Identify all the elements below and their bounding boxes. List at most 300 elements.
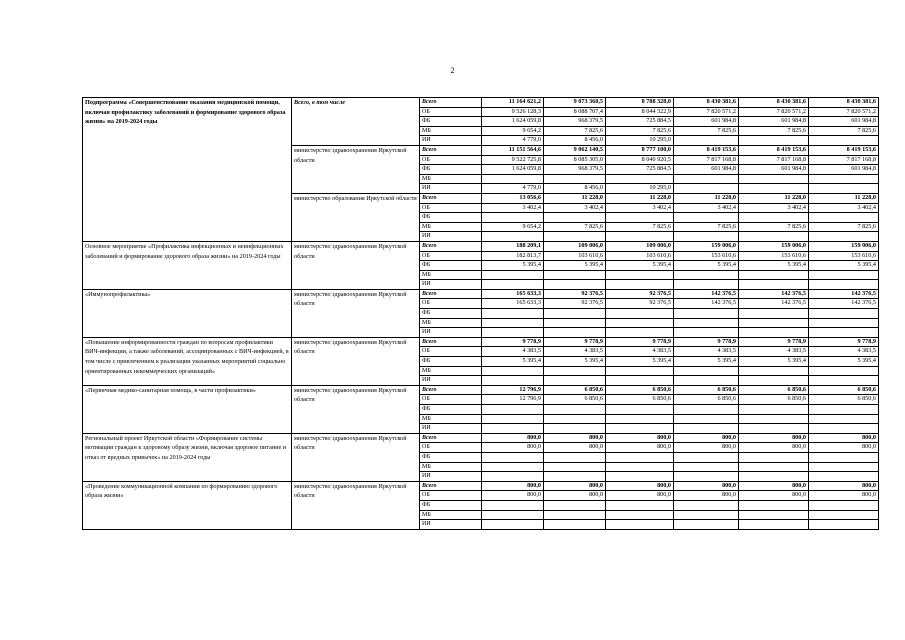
funding-source-cell: МБ (420, 462, 482, 472)
funding-source-cell: ФБ (420, 165, 482, 175)
amount-cell: 10 295,0 (606, 184, 674, 194)
funding-source-cell: ИИ (420, 376, 482, 386)
funding-source-cell: ИИ (420, 136, 482, 146)
amount-cell: 7 817 168,8 (739, 155, 809, 165)
amount-cell: 4 383,5 (739, 347, 809, 357)
amount-cell: 800,0 (809, 491, 879, 501)
amount-cell (739, 309, 809, 319)
amount-cell (809, 510, 879, 520)
amount-cell: 8 419 153,6 (674, 145, 739, 155)
amount-cell: 601 984,8 (739, 165, 809, 175)
amount-cell (606, 280, 674, 290)
amount-cell: 8 085 305,0 (544, 155, 606, 165)
funding-source-cell: ОБ (420, 443, 482, 453)
funding-source-cell: МБ (420, 126, 482, 136)
amount-cell: 9 778,9 (544, 337, 606, 347)
amount-cell: 601 984,8 (809, 117, 879, 127)
amount-cell: 9 778,9 (809, 337, 879, 347)
funding-source-cell: ФБ (420, 405, 482, 415)
amount-cell (606, 376, 674, 386)
amount-cell: 8 430 381,6 (674, 98, 739, 108)
amount-cell: 11 228,0 (606, 193, 674, 203)
amount-cell (544, 472, 606, 482)
amount-cell: 4 383,5 (482, 347, 544, 357)
amount-cell: 5 395,4 (809, 261, 879, 271)
amount-cell (674, 136, 739, 146)
amount-cell: 800,0 (606, 481, 674, 491)
amount-cell (544, 328, 606, 338)
executor-cell: министерство здравоохранения Иркутской области (292, 289, 420, 337)
amount-cell (544, 174, 606, 184)
amount-cell: 6 850,6 (606, 395, 674, 405)
funding-source-cell: Всего (420, 98, 482, 108)
amount-cell (739, 328, 809, 338)
table-row (83, 98, 879, 108)
amount-cell (544, 520, 606, 530)
amount-cell (674, 472, 739, 482)
funding-source-cell: Всего (420, 241, 482, 251)
amount-cell (606, 414, 674, 424)
funding-source-cell: ОБ (420, 251, 482, 261)
amount-cell: 7 825,6 (809, 126, 879, 136)
amount-cell (482, 309, 544, 319)
amount-cell (606, 472, 674, 482)
amount-cell (809, 184, 879, 194)
amount-cell: 800,0 (482, 443, 544, 453)
amount-cell: 1 624 059,8 (482, 117, 544, 127)
amount-cell (674, 280, 739, 290)
funding-source-cell: ИИ (420, 424, 482, 434)
amount-cell (739, 213, 809, 223)
amount-cell (482, 462, 544, 472)
amount-cell: 4 383,5 (674, 347, 739, 357)
table-row (83, 385, 879, 395)
amount-cell: 5 395,4 (739, 357, 809, 367)
amount-cell: 7 820 571,2 (809, 107, 879, 117)
amount-cell: 8 456,0 (544, 136, 606, 146)
amount-cell (739, 414, 809, 424)
amount-cell: 800,0 (739, 481, 809, 491)
amount-cell (606, 328, 674, 338)
amount-cell: 11 151 564,6 (482, 145, 544, 155)
amount-cell: 6 850,6 (674, 395, 739, 405)
amount-cell: 7 817 168,8 (809, 155, 879, 165)
amount-cell: 11 228,0 (809, 193, 879, 203)
amount-cell: 11 228,0 (544, 193, 606, 203)
amount-cell (482, 414, 544, 424)
amount-cell: 159 006,0 (809, 241, 879, 251)
amount-cell: 153 610,6 (739, 251, 809, 261)
amount-cell: 800,0 (606, 443, 674, 453)
amount-cell: 7 825,6 (544, 222, 606, 232)
amount-cell: 142 376,5 (739, 299, 809, 309)
funding-source-cell: ФБ (420, 261, 482, 271)
amount-cell: 800,0 (674, 433, 739, 443)
amount-cell: 5 395,4 (544, 261, 606, 271)
amount-cell (482, 520, 544, 530)
amount-cell: 800,0 (544, 443, 606, 453)
amount-cell (674, 174, 739, 184)
amount-cell: 159 006,0 (739, 241, 809, 251)
funding-source-cell: Всего (420, 289, 482, 299)
amount-cell (809, 270, 879, 280)
amount-cell (482, 424, 544, 434)
amount-cell: 8 777 100,0 (606, 145, 674, 155)
amount-cell: 165 633,3 (482, 289, 544, 299)
amount-cell (739, 462, 809, 472)
program-name-cell: «Иммунопрофилактика» (83, 289, 292, 337)
funding-source-cell: МБ (420, 510, 482, 520)
amount-cell: 9 778,9 (606, 337, 674, 347)
funding-source-cell: ИИ (420, 472, 482, 482)
program-name-cell: Подпрограмма «Совершенствование оказания медицинской помощи, включая профилактику заболеваний и формирование здорового образа жизни» на 2019-2024 годы (83, 98, 292, 242)
amount-cell (674, 328, 739, 338)
amount-cell (544, 280, 606, 290)
amount-cell: 11 228,0 (739, 193, 809, 203)
funding-source-cell: МБ (420, 174, 482, 184)
amount-cell (482, 213, 544, 223)
executor-cell: министерство здравоохранения Иркутской области (292, 481, 420, 529)
amount-cell (809, 213, 879, 223)
amount-cell: 800,0 (606, 433, 674, 443)
funding-source-cell: МБ (420, 318, 482, 328)
amount-cell: 1 624 059,8 (482, 165, 544, 175)
amount-cell (674, 376, 739, 386)
table-row (83, 289, 879, 299)
amount-cell: 3 402,4 (544, 203, 606, 213)
amount-cell (809, 405, 879, 415)
amount-cell: 188 209,1 (482, 241, 544, 251)
amount-cell (739, 452, 809, 462)
amount-cell (606, 174, 674, 184)
amount-cell: 7 820 571,2 (739, 107, 809, 117)
amount-cell: 109 006,0 (606, 241, 674, 251)
amount-cell: 13 056,6 (482, 193, 544, 203)
amount-cell: 7 825,6 (674, 126, 739, 136)
amount-cell (739, 405, 809, 415)
amount-cell: 7 825,6 (739, 222, 809, 232)
budget-table (82, 97, 879, 530)
executor-cell: министерство здравоохранения Иркутской области (292, 337, 420, 385)
program-name-cell: «Первичная медико-санитарная помощь, в части профилактики» (83, 385, 292, 433)
amount-cell (739, 270, 809, 280)
amount-cell: 12 796,9 (482, 385, 544, 395)
funding-source-cell: ОБ (420, 491, 482, 501)
amount-cell: 5 395,4 (606, 261, 674, 271)
amount-cell: 9 526 128,3 (482, 107, 544, 117)
amount-cell: 601 984,8 (674, 117, 739, 127)
funding-source-cell: ОБ (420, 395, 482, 405)
amount-cell (544, 500, 606, 510)
amount-cell (482, 376, 544, 386)
funding-source-cell: ОБ (420, 347, 482, 357)
amount-cell: 142 376,5 (739, 289, 809, 299)
amount-cell: 153 610,6 (674, 251, 739, 261)
amount-cell (482, 366, 544, 376)
amount-cell (606, 500, 674, 510)
amount-cell: 5 395,4 (606, 357, 674, 367)
funding-source-cell: МБ (420, 414, 482, 424)
amount-cell: 4 779,0 (482, 184, 544, 194)
amount-cell (606, 424, 674, 434)
amount-cell: 92 376,5 (606, 289, 674, 299)
amount-cell: 92 376,5 (544, 289, 606, 299)
amount-cell (606, 213, 674, 223)
funding-source-cell: ФБ (420, 452, 482, 462)
amount-cell (606, 462, 674, 472)
amount-cell (809, 232, 879, 242)
amount-cell: 5 395,4 (674, 261, 739, 271)
amount-cell: 9 778,9 (739, 337, 809, 347)
amount-cell: 6 850,6 (739, 385, 809, 395)
amount-cell: 9 073 368,5 (544, 98, 606, 108)
amount-cell: 103 610,6 (606, 251, 674, 261)
amount-cell (544, 462, 606, 472)
amount-cell (739, 520, 809, 530)
funding-source-cell: ОБ (420, 203, 482, 213)
amount-cell (606, 510, 674, 520)
funding-source-cell: МБ (420, 222, 482, 232)
amount-cell (482, 318, 544, 328)
amount-cell (739, 424, 809, 434)
amount-cell (544, 309, 606, 319)
funding-source-cell: ОБ (420, 107, 482, 117)
amount-cell: 3 402,4 (482, 203, 544, 213)
amount-cell (482, 405, 544, 415)
amount-cell (544, 232, 606, 242)
amount-cell: 8 088 707,4 (544, 107, 606, 117)
amount-cell (482, 328, 544, 338)
amount-cell: 10 295,0 (606, 136, 674, 146)
funding-source-cell: ИИ (420, 280, 482, 290)
funding-source-cell: Всего (420, 193, 482, 203)
funding-source-cell: ФБ (420, 117, 482, 127)
amount-cell (809, 174, 879, 184)
funding-source-cell: Всего (420, 481, 482, 491)
amount-cell (739, 318, 809, 328)
amount-cell (544, 366, 606, 376)
amount-cell: 800,0 (482, 433, 544, 443)
amount-cell (739, 472, 809, 482)
amount-cell: 3 402,4 (809, 203, 879, 213)
amount-cell (674, 405, 739, 415)
amount-cell: 800,0 (739, 443, 809, 453)
amount-cell: 7 817 168,8 (674, 155, 739, 165)
amount-cell (674, 318, 739, 328)
funding-source-cell: ФБ (420, 357, 482, 367)
executor-cell: министерство здравоохранения Иркутской области (292, 241, 420, 289)
amount-cell: 8 419 153,6 (809, 145, 879, 155)
amount-cell (809, 472, 879, 482)
amount-cell: 9 522 725,8 (482, 155, 544, 165)
amount-cell (674, 510, 739, 520)
executor-cell: министерство здравоохранения Иркутской области (292, 145, 420, 193)
funding-source-cell: ОБ (420, 299, 482, 309)
amount-cell (809, 500, 879, 510)
amount-cell (482, 452, 544, 462)
amount-cell: 7 825,6 (809, 222, 879, 232)
amount-cell: 6 850,6 (809, 385, 879, 395)
amount-cell (606, 270, 674, 280)
amount-cell (674, 270, 739, 280)
amount-cell (606, 405, 674, 415)
amount-cell: 3 402,4 (606, 203, 674, 213)
amount-cell: 4 383,5 (809, 347, 879, 357)
amount-cell (809, 520, 879, 530)
amount-cell: 8 430 381,6 (739, 98, 809, 108)
amount-cell (606, 452, 674, 462)
amount-cell (482, 510, 544, 520)
amount-cell: 6 850,6 (544, 385, 606, 395)
amount-cell: 8 456,0 (544, 184, 606, 194)
amount-cell: 182 813,7 (482, 251, 544, 261)
funding-source-cell: Всего (420, 145, 482, 155)
amount-cell: 6 850,6 (544, 395, 606, 405)
funding-source-cell: ФБ (420, 213, 482, 223)
amount-cell: 11 164 621,2 (482, 98, 544, 108)
amount-cell (739, 500, 809, 510)
amount-cell: 8 788 328,0 (606, 98, 674, 108)
amount-cell (482, 472, 544, 482)
executor-cell: министерство образования Иркутской области (292, 193, 420, 241)
amount-cell: 725 884,5 (606, 117, 674, 127)
amount-cell: 7 825,6 (674, 222, 739, 232)
amount-cell (674, 520, 739, 530)
executor-cell: Всего, в том числе (292, 98, 420, 146)
amount-cell: 601 984,8 (674, 165, 739, 175)
funding-source-cell: МБ (420, 270, 482, 280)
amount-cell: 601 984,8 (809, 165, 879, 175)
amount-cell: 4 383,5 (544, 347, 606, 357)
amount-cell (674, 452, 739, 462)
amount-cell: 9 654,2 (482, 222, 544, 232)
funding-source-cell: Всего (420, 385, 482, 395)
amount-cell: 968 379,5 (544, 165, 606, 175)
amount-cell (739, 510, 809, 520)
amount-cell: 800,0 (606, 491, 674, 501)
amount-cell (482, 270, 544, 280)
funding-source-cell: МБ (420, 366, 482, 376)
amount-cell: 5 395,4 (482, 261, 544, 271)
funding-source-cell: ФБ (420, 500, 482, 510)
amount-cell: 3 402,4 (739, 203, 809, 213)
amount-cell: 159 006,0 (674, 241, 739, 251)
amount-cell: 5 395,4 (482, 357, 544, 367)
amount-cell: 9 778,9 (482, 337, 544, 347)
amount-cell: 109 006,0 (544, 241, 606, 251)
amount-cell (739, 136, 809, 146)
amount-cell (482, 500, 544, 510)
amount-cell: 4 779,0 (482, 136, 544, 146)
amount-cell: 165 633,3 (482, 299, 544, 309)
amount-cell (544, 318, 606, 328)
amount-cell: 800,0 (674, 481, 739, 491)
amount-cell (739, 280, 809, 290)
amount-cell: 800,0 (674, 491, 739, 501)
amount-cell: 92 376,5 (544, 299, 606, 309)
funding-source-cell: ИИ (420, 328, 482, 338)
amount-cell (606, 309, 674, 319)
table-row (83, 337, 879, 347)
amount-cell (482, 174, 544, 184)
amount-cell: 7 825,6 (606, 222, 674, 232)
amount-cell: 800,0 (482, 491, 544, 501)
amount-cell: 800,0 (544, 433, 606, 443)
amount-cell: 601 984,8 (739, 117, 809, 127)
amount-cell (544, 424, 606, 434)
amount-cell (544, 270, 606, 280)
amount-cell (809, 424, 879, 434)
amount-cell: 6 850,6 (674, 385, 739, 395)
amount-cell: 8 430 381,6 (809, 98, 879, 108)
amount-cell (739, 174, 809, 184)
funding-source-cell: ИИ (420, 520, 482, 530)
amount-cell (606, 366, 674, 376)
amount-cell (809, 366, 879, 376)
amount-cell: 142 376,5 (674, 299, 739, 309)
amount-cell (809, 309, 879, 319)
amount-cell: 3 402,4 (674, 203, 739, 213)
amount-cell (674, 213, 739, 223)
amount-cell: 800,0 (809, 481, 879, 491)
amount-cell (674, 309, 739, 319)
amount-cell (544, 213, 606, 223)
amount-cell: 6 850,6 (809, 395, 879, 405)
budget-table-body (83, 98, 879, 530)
amount-cell (482, 232, 544, 242)
program-name-cell: Региональный проект Иркутской области «Формирование системы мотивации граждан к здоровому образу жизни, включая здоровое питание и отказ от вредных привычек» на 2019-2024 годы (83, 433, 292, 481)
amount-cell: 9 062 140,5 (544, 145, 606, 155)
amount-cell: 9 654,2 (482, 126, 544, 136)
amount-cell: 800,0 (482, 481, 544, 491)
program-name-cell: «Проведение коммуникационной компании по формированию здорового образа жизни» (83, 481, 292, 529)
table-row (83, 481, 879, 491)
amount-cell (606, 232, 674, 242)
amount-cell: 142 376,5 (674, 289, 739, 299)
amount-cell (674, 414, 739, 424)
amount-cell: 92 376,5 (606, 299, 674, 309)
amount-cell: 6 850,6 (739, 395, 809, 405)
funding-source-cell: ИИ (420, 184, 482, 194)
amount-cell (544, 376, 606, 386)
amount-cell: 800,0 (544, 481, 606, 491)
amount-cell: 4 383,5 (606, 347, 674, 357)
executor-cell: министерство здравоохранения Иркутской области (292, 385, 420, 433)
amount-cell: 7 825,6 (739, 126, 809, 136)
amount-cell (809, 452, 879, 462)
amount-cell (739, 184, 809, 194)
funding-source-cell: ФБ (420, 309, 482, 319)
amount-cell: 968 379,5 (544, 117, 606, 127)
executor-cell: министерство здравоохранения Иркутской области (292, 433, 420, 481)
amount-cell: 800,0 (544, 491, 606, 501)
amount-cell (809, 280, 879, 290)
amount-cell: 800,0 (739, 433, 809, 443)
amount-cell (544, 405, 606, 415)
amount-cell (809, 414, 879, 424)
amount-cell (674, 500, 739, 510)
amount-cell (809, 462, 879, 472)
funding-source-cell: Всего (420, 337, 482, 347)
funding-source-cell: ИИ (420, 232, 482, 242)
amount-cell (739, 376, 809, 386)
amount-cell: 8 419 153,6 (739, 145, 809, 155)
funding-source-cell: ОБ (420, 155, 482, 165)
amount-cell (674, 366, 739, 376)
amount-cell: 5 395,4 (739, 261, 809, 271)
amount-cell: 725 884,5 (606, 165, 674, 175)
amount-cell: 5 395,4 (674, 357, 739, 367)
